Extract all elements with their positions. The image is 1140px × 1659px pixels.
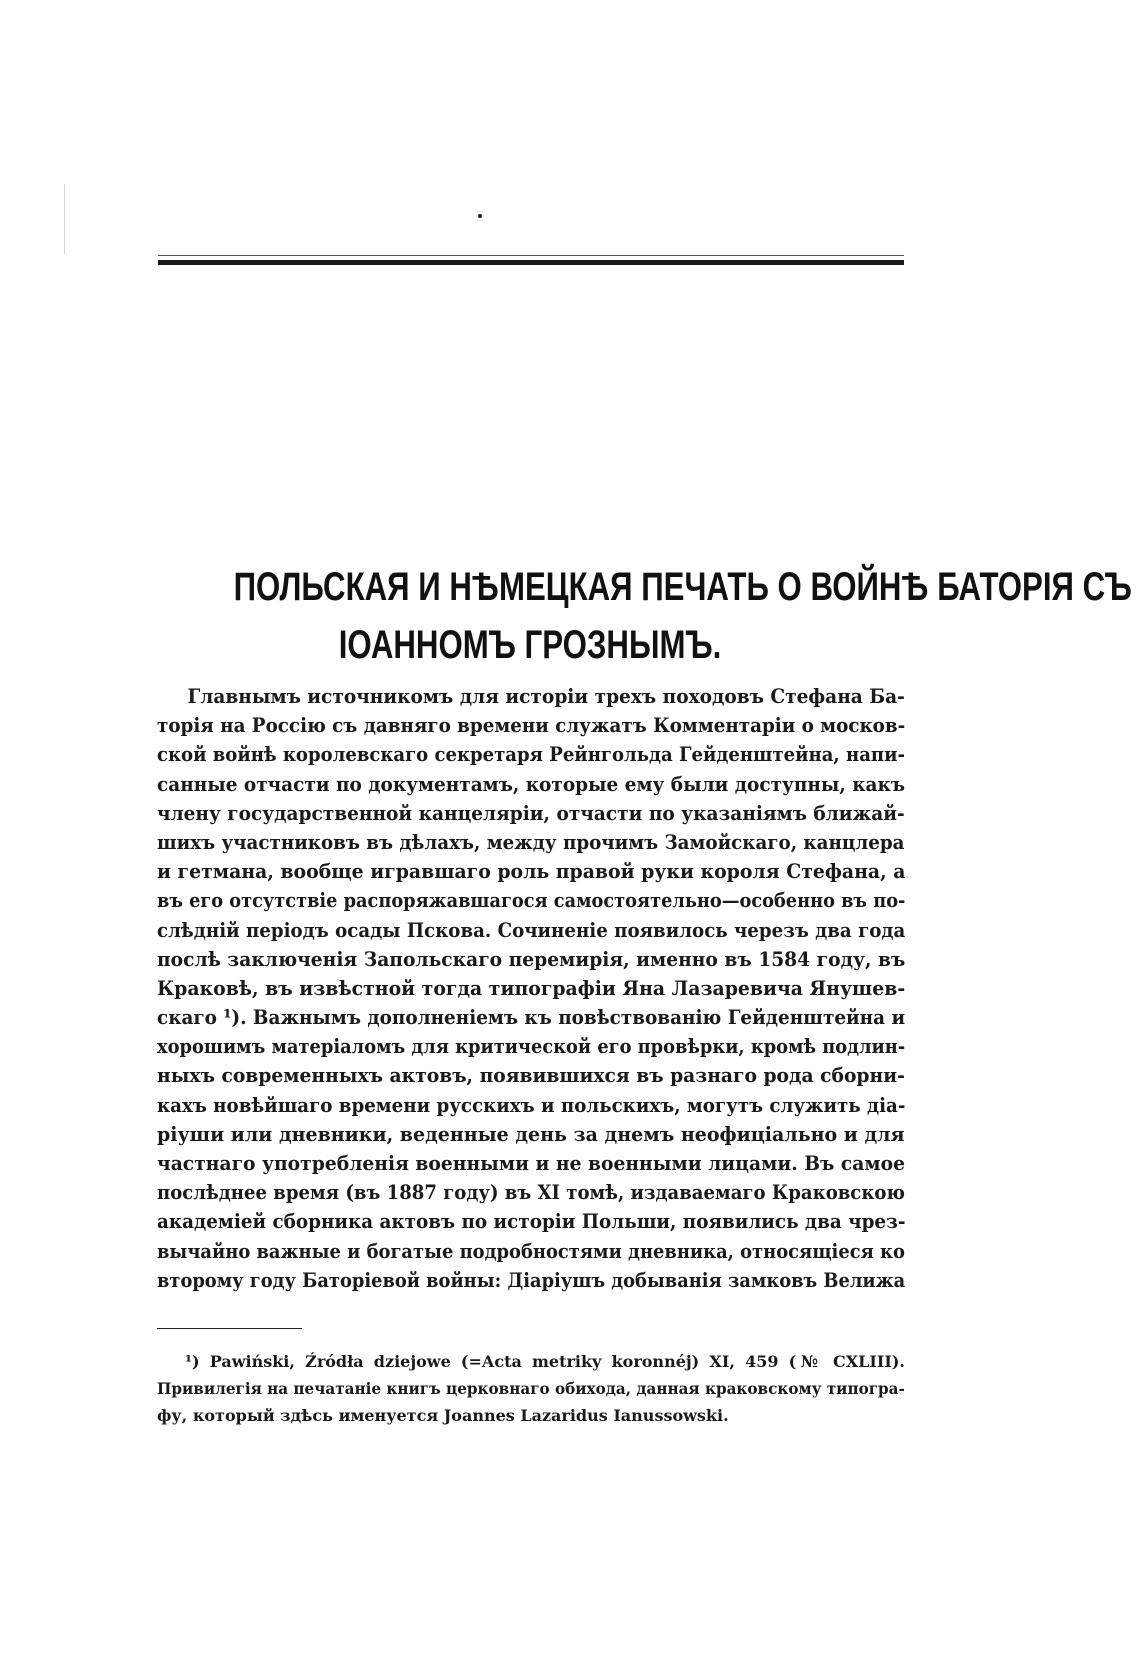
body-line: торія на Россію съ давняго времени служатъ Комментаріи о москов- [157, 714, 906, 738]
scan-margin-mark [64, 184, 65, 254]
body-line: ской войнѣ королевскаго секретаря Рейнгольда Гейденштейна, напи- [157, 743, 905, 767]
top-rule [158, 260, 904, 265]
footnote [157, 1348, 905, 1429]
title-line-2: ІОАННОМЪ ГРОЗНЫМЪ. [338, 623, 722, 667]
body-line: хорошимъ матеріаломъ для критической его провѣрки, кромѣ подлин- [157, 1035, 906, 1059]
body-line: кахъ новѣйшаго времени русскихъ и польскихъ, могутъ служить діа- [157, 1093, 906, 1117]
body-line: ныхъ современныхъ актовъ, появившихся въ разнаго рода сборни- [157, 1064, 905, 1088]
body-line: частнаго употребленія военными и не военными лицами. Въ самое [157, 1152, 906, 1175]
body-line: послѣ заключенія Запольскаго перемирія, именно въ 1584 году, въ [157, 947, 906, 971]
body-line: Краковѣ, въ извѣстной тогда типографіи Яна Лазаревича Янушев- [157, 976, 906, 1000]
body-line: ріуши или дневники, веденные день за днемъ неофиціально и для [157, 1122, 905, 1146]
body-line: слѣдній періодъ осады Пскова. Сочиненіе появилось черезъ два года [157, 918, 906, 942]
body-line: второму году Баторіевой войны: Діаріушъ добыванія замковъ Велижа [157, 1268, 906, 1292]
footnote-line: фу, который здѣсь именуется Joannes Lazaridus Ianussowski. [157, 1406, 729, 1425]
body-line: шихъ участниковъ въ дѣлахъ, между прочимъ Замойскаго, канцлера [157, 830, 905, 854]
footnote-line: ¹) Pawiński, Źródła dziejowe (=Acta metriky koronnéj) XI, 459 (№ CXLIII). [185, 1352, 905, 1371]
body-line: послѣднее время (въ 1887 году) въ XI томѣ, издаваемаго Краковскою [157, 1181, 905, 1205]
body-line: въ его отсутствіе распоряжавшагося самостоятельно—особенно въ по- [157, 889, 906, 913]
footnote-separator [157, 1328, 302, 1329]
body-line: академіей сборника актовъ по исторіи Польши, появились два чрез- [157, 1210, 906, 1234]
footnote-line: Привилегія на печатаніе книгъ церковнаго обихода, данная краковскому типогра- [157, 1379, 905, 1398]
body-line: санные отчасти по документамъ, которые ему были доступны, какъ [157, 772, 906, 796]
title-line-1: ПОЛЬСКАЯ И НѢМЕЦКАЯ ПЕЧАТЬ О ВОЙНѢ БАТОРІЯ СЪ [233, 565, 1132, 609]
top-rule-thin [158, 255, 904, 256]
article-title [233, 558, 1132, 674]
body-line: скаго ¹). Важнымъ дополненіемъ къ повѣствованію Гейденштейна и [157, 1006, 906, 1030]
body-line: вычайно важные и богатые подробностями дневника, относящіеся ко [157, 1239, 905, 1263]
body-line: Главнымъ источникомъ для исторіи трехъ походовъ Стефана Ба- [187, 685, 905, 708]
body-line: члену государственной канцеляріи, отчасти по указаніямъ ближай- [157, 801, 905, 825]
body-line: и гетмана, вообще игравшаго роль правой руки короля Стефана, а [157, 860, 906, 884]
body-paragraph [157, 682, 905, 1295]
ink-speck [478, 214, 482, 218]
